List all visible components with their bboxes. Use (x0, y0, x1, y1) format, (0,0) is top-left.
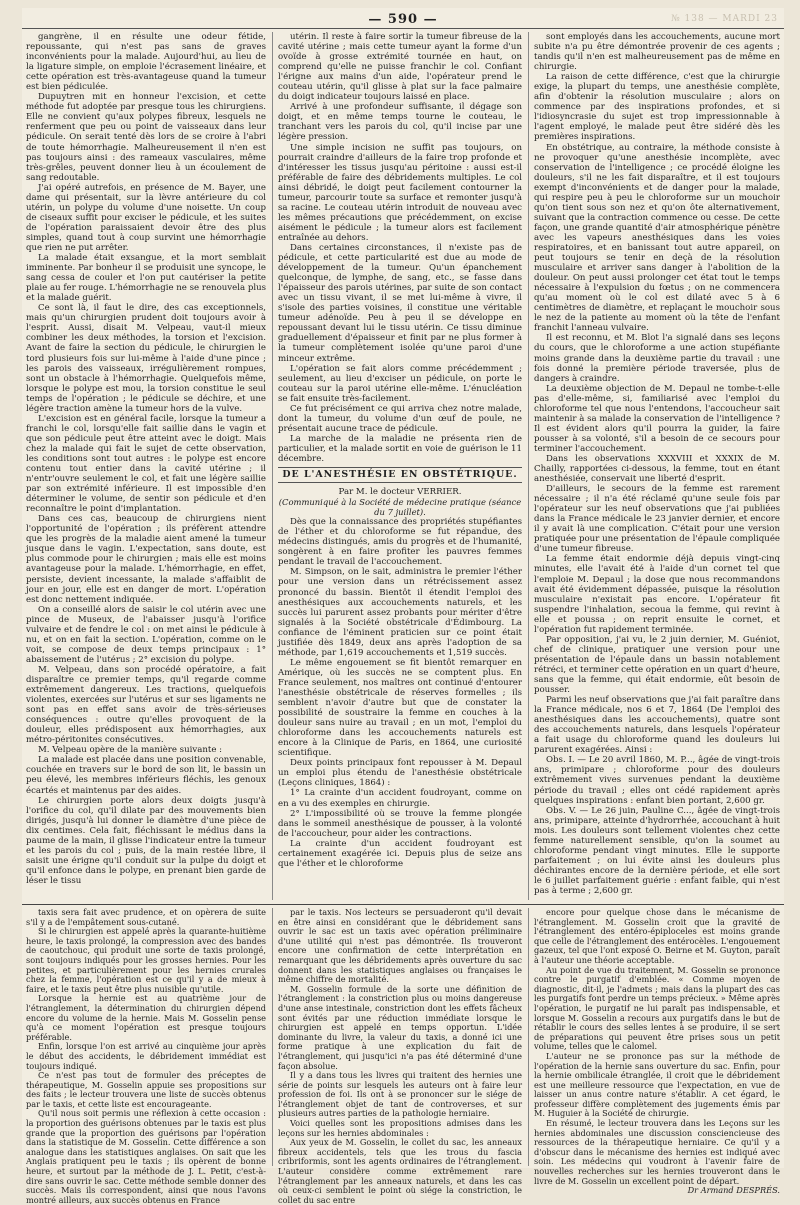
paragraph: M. Velpeau opère de la manière suivante : (38, 745, 223, 756)
paragraph: gangrène, il en résulte une odeur fétide, repoussante, qui n'est pas sans de graves inconvénients pour la malade. Aujourd'hui, au lieu de la ligature simple, on emploie l'écrasement linéaire, et cette opération est très-avantageuse quand la tumeur est bien pédiculée. (26, 32, 266, 93)
paragraph: Dans ces cas, beaucoup de chirurgiens nient l'opportunité de l'opération ; ils préfèrent attendre que les progrès de la maladie aient amené la tumeur jusque dans le vagin. L'expectation, sans doute, est plus commode pour le chirurgien ; mais elle est moins avantageuse pour la malade. L'hémorrhagie, en effet, persiste, devient incessante, la malade s'affaiblit de jour en jour, elle est en danger de mort. L'opération est donc nettement indiquée. (26, 514, 266, 605)
paragraph: Dans les observations XXXVIII et XXXIX de M. Chailly, rapportées ci-dessous, la femme, tout en étant anesthésiée, conservait une liberté d'esprit. (534, 453, 780, 485)
paragraph: M. Velpeau, dans son procédé opératoire, a fait disparaître ce premier temps, qu'il regarde comme extrêmement dangereux. Les tractions, quelquefois violentes, exercées sur l'utérus et sur ses ligaments ne sont pas en effet sans avoir de très-sérieuses conséquences : outre qu'elles provoquent de la douleur, elles prédisposent aux hémorrhagies, aux métro-péritonites consécutives. (26, 664, 266, 746)
paragraph: par le taxis. Nos lecteurs se persuaderont qu'il devait en être ainsi en considérant que le débridement sans ouvrir le sac est un taxis avec opération préliminaire d'une utilité qui n'est pas démontrée. Ils trouveront encore une confirmation de cette interprétation en remarquant que les débridements après ouverture du sac donnent dans les statistiques anglaises ou françaises le même chiffre de mortalité. (278, 907, 522, 985)
paragraph: D'ailleurs, le secours de la femme est rarement nécessaire ; il n'a été réclamé qu'une seule fois par l'opérateur sur les neuf observations que j'ai publiées dans la France médicale le 23 janvier dernier, et encore il y avait là une complication. C'était pour une version pratiquée pour une présentation de l'épaule compliquée d'une tumeur fibreuse. (534, 484, 780, 555)
paragraph: Ce n'est pas tout de formuler des préceptes de thérapeutique, M. Gosselin appuie ses propositions sur des faits ; le lecteur trouvera une liste de succès obtenus par le taxis, et cette liste est encourageante. (26, 1070, 266, 1109)
paragraph: Voici quelles sont les propositions admises dans les leçons sur les hernies abdominales : (278, 1118, 522, 1138)
column-divider (272, 908, 273, 1166)
paragraph: La raison de cette différence, c'est que la chirurgie exige, la plupart du temps, une anesthésie complète, afin d'obtenir la résolution musculaire ; alors on commence par des inspirations profondes, et si l'idiosyncrasie du sujet est trop impressionnable à l'agent employé, le malade peut être sidéré dès les premières inspirations. (534, 72, 780, 143)
paragraph: Deux points principaux font repousser à M. Depaul un emploi plus étendu de l'anesthésie obstétricale (Leçons cliniques, 1864) : (278, 758, 522, 789)
review-column-1 (26, 907, 266, 1205)
paragraph: La deuxième objection de M. Depaul ne tombe-t-elle pas d'elle-même, si, familiarisé avec l'emploi du chloroforme tel que nous l'entendons, l'accoucheur sait maintenir à sa malade la conservation de l'intelligence ? Il est évident alors qu'il pourra la guider, la faire pousser à sa volonté, s'il a besoin de ce secours pour terminer l'accouchement. (534, 383, 781, 454)
paragraph: En résumé, le lecteur trouvera dans les Leçons sur les hernies abdominales une discussion consciencieuse des ressources de la thérapeutique herniaire. Ce qu'il y a d'obscur dans le mécanisme des hernies est indiqué avec soin. Les médecins qui voudront à l'avenir faire de nouvelles recherches sur les hernies trouveront dans le livre de M. Gosselin un excellent point de départ. (534, 1118, 780, 1186)
column-3 (534, 32, 780, 900)
paragraph: Une simple incision ne suffit pas toujours, on pourrait craindre d'ailleurs de la faire trop profonde et d'intéresser les tissus jusqu'au péritoine : aussi est-il préférable de faire des débridements multiples. Le col ainsi débridé, le doigt peut facilement contourner la tumeur, parcourir toute sa surface et remonter jusqu'à sa racine. Le couteau utérin introduit de nouveau avec les mêmes précautions que précédemment, on excise aisément le pédicule ; la tumeur alors est facilement entraînée au dehors. (278, 142, 522, 243)
paragraph: Aux yeux de M. Gosselin, le collet du sac, les anneaux fibreux accidentels, tels que les trous du fascia cribriformis, sont les agents ordinaires de l'étranglement. L'auteur considère comme extrêmement rare l'étranglement par les anneaux naturels, et dans les cas où ceux-ci semblent le point où siége la constriction, le collet du sac entre (278, 1137, 522, 1205)
paragraph: M. Gosselin formule de la sorte une définition de l'étranglement : la constriction plus ou moins dangereuse d'une anse intestinale, constriction dont les effets fâcheux sont évités par une réduction immédiate lorsque le chirurgien est appelé en temps opportun. L'idée dominante du livre, la valeur du taxis, a donné ici une forme pratique à une explication du fait de l'étranglement, qui jusqu'ici n'a pas été déterminé d'une façon absolue. (278, 983, 522, 1071)
paragraph: encore pour quelque chose dans le mécanisme de l'étranglement. M. Gosselin croit que la gravité de l'étranglement des entéro-épiploceles est moins grande que celle de l'étranglement des entérocèles. L'engouement gazeux, tel que l'ont exposé O. Beirne et M. Guyton, paraît à l'auteur une théorie acceptable. (534, 907, 780, 965)
paragraph: Si le chirurgien est appelé après la quarante-huitième heure, le taxis prolongé, la compression avec des bandes de caoutchouc, qui produit une sorte de taxis prolongé, sont toujours indiqués pour les grosses hernies. Pour les petites, et particulièrement pour les hernies crurales chez la femme, l'opération est ce qu'il y a de mieux à faire, et le taxis peut être plus nuisible qu'utile. (26, 926, 266, 994)
paragraph: En obstétrique, au contraire, la méthode consiste à ne provoquer qu'une anesthésie incomplète, avec conservation de l'intelligence ; ce procédé éloigne les douleurs, s'il ne les fait disparaître, et il est toujours exempt d'inconvénients et de danger pour la malade, qui respire peu à peu le chloroforme sur un mouchoir qu'on tient sous son nez et qu'on ôte alternativement, suivant que la contraction commence ou cesse. De cette façon, une grande quantité d'air atmosphérique pénètre avec les vapeurs anesthésiques dans les voies respiratoires, et en banissant tout autre appareil, on peut toujours se tenir en deçà de la résolution musculaire et arriver sans danger à l'abolition de la douleur. On peut aussi prolonger cet état tout le temps nécessaire à l'expulsion du fœtus ; on ne commencera qu'au moment où le col est dilaté avec 5 à 6 centimètres de diamètre, et replaçant le mouchoir sous le nez de la patiente au moment où la tête de l'enfant franchit l'anneau vulvaire. (534, 142, 780, 334)
author-signature: Dr Armand DESPRÉS. (687, 1185, 780, 1196)
paragraph: Lorsque la hernie est au quatrième jour de l'étranglement, la détermination du chirurgien dépend encore du volume de la hernie. Mais M. Gosselin pense qu'à ce moment l'opération est presque toujours préférable. (26, 993, 266, 1042)
column-divider (528, 908, 529, 1166)
paragraph: utérin. Il reste à faire sortir la tumeur fibreuse de la cavité utérine ; mais cette tumeur ayant la forme d'un ovoïde à grosse extrémité tournée en haut, on comprend qu'elle ne puisse franchir le col. Confiant l'érigne aux mains d'un aide, l'opérateur prend le couteau utérin, qu'il glisse à plat sur la face palmaire du doigt indicateur toujours laissé en place. (278, 32, 522, 103)
paragraph: La femme était endormie déjà depuis vingt-cinq minutes, elle l'avait été à l'aide d'un cornet tel que l'emploie M. Depaul ; la dose que nous recommandons avait été évidemment dépassée, puisque la résolution musculaire n'existait pas encore. L'opérateur fit suspendre l'inhalation, secoua la femme, qui revint à elle et poussa ; on reprit ensuite le cornet, et l'opération fut rapidement terminée. (534, 554, 780, 635)
paragraph: Arrivé à une profondeur suffisante, il dégage son doigt, et en même temps tourne le couteau, le tranchant vers les parois du col, qu'il incise par une légère pression. (278, 102, 522, 143)
paragraph: Au point de vue du traitement, M. Gosselin se prononce contre le purgatif d'emblée. « Comme moyen de diagnostic, dit-il, je l'admets ; mais dans la plupart des cas les purgatifs font perdre un temps précieux. » Même après l'opération, le purgatif ne lui paraît pas indispensable, et lorsque M. Gosselin a recours aux purgatifs dans le but de rétablir le cours des selles lentes à se produire, il se sert de préparations qui peuvent être prises sous un petit volume, telles que le calomel. (534, 964, 780, 1052)
paragraph: 2° L'impossibilité où se trouve la femme plongée dans le sommeil anesthésique de pousser, à la volonté de l'accoucheur, pour aider les contractions. (278, 808, 522, 839)
column-2 (278, 32, 522, 900)
column-1 (26, 32, 266, 900)
paragraph: L'excision est en général facile, lorsque la tumeur a franchi le col, lorsqu'elle fait saillie dans le vagin et que son pédicule peut être atteint avec le doigt. Mais chez la malade qui fait le sujet de cette observation, les conditions sont tout autres : le polype est encore contenu tout entier dans la cavité utérine ; il n'entr'ouvre seulement le col, et fait une légère saillie par son extrémité inférieure. Il est impossible d'en déterminer le volume, de sentir son pédicule et d'en reconnaître le point d'implantation. (26, 413, 266, 515)
paragraph: La crainte d'un accident foudroyant est certainement exagérée ici. Depuis plus de seize ans que l'éther et le chloroforme (278, 838, 522, 869)
paragraph: La marche de la maladie ne présenta rien de particulier, et la malade sortit en voie de guérison le 11 décembre. (278, 433, 522, 464)
bleed-through-header: № 138 — MARDI 23 (671, 14, 778, 24)
paragraph: Le même engouement se fit bientôt remarquer en Amérique, où les succès ne se comptent plus. En France seulement, nos maîtres ont continué d'entourer l'anesthésie obstétricale de réserves formelles ; ils semblent n'avoir d'autre but que de constater la possibilité de soustraire la femme en couches à la douleur sans nuire au travail ; en un mot, l'emploi du chloroforme dans les accouchements naturels est encore à la Clinique de Paris, en 1864, une curiosité scientifique. (278, 657, 522, 759)
paragraph: L'opération se fait alors comme précédemment ; seulement, au lieu d'exciser un pédicule, on porte le couteau sur la paroi utérine elle-même. L'énucléation se fait ensuite très-facilement. (278, 363, 522, 404)
paragraph: La malade était exsangue, et la mort semblait imminente. Par bonheur il se produisit une syncope, le sang cessa de couler et l'on put cautériser la petite plaie au fer rouge. L'hémorrhagie ne se renouvela plus et la malade guérit. (26, 253, 267, 304)
paragraph: Qu'il nous soit permis une réflexion à cette occasion : la proportion des guérisons obtenues par le taxis est plus grande que la proportion des guérisons par l'opération dans la statistique de M. Gosselin. Cette différence a son analogue dans les statistiques anglaises. On sait que les Anglais pratiquent peu le taxis ; ils opèrent de bonne heure, et surtout par la méthode de J. L. Petit, c'est-à-dire sans ouvrir le sac. Cette méthode semble donner des succès. Mais ils correspondent, ainsi que nous l'avons montré ailleurs, aux succès obtenus en France (26, 1108, 266, 1205)
paragraph: On a conseillé alors de saisir le col utérin avec une pince de Museux, de l'abaisser jusqu'à l'orifice vulvaire et de fendre le col : on met ainsi le pédicule à nu, et on en fait la section. L'opération, comme on le voit, se compose de deux temps principaux : 1° abaissement de l'utérus ; 2° excision du polype. (26, 604, 266, 665)
column-divider (528, 32, 529, 900)
observation-1: Obs. I. — Le 20 avril 1860, M. P..., âgée de vingt-trois ans, primipare ; chloroforme pour des douleurs extrêmement vives survenues pendant la deuxième période du travail ; elles ont cédé rapidement après quelques inspirations : enfant bien portant, 2,600 gr. (534, 755, 780, 806)
paragraph: Dans certaines circonstances, il n'existe pas de pédicule, et cette particularité est due au mode de développement de la tumeur. Qu'un épanchement quelconque, de lymphe, de sang, etc., se fasse dans l'épaisseur des parois utérines, par suite de son contact avec un tissu vivant, il se met lui-même à vivre, il s'isole des parties voisines, il constitue une véritable tumeur adénoïde. Peu à peu il se développe en repoussant devant lui le tissu utérin. Ce tissu diminue graduellement d'épaisseur et finit par ne plus former à la tumeur complètement isolée qu'une paroi d'une minceur extrême. (278, 242, 522, 364)
newspaper-page (22, 8, 784, 1205)
page-number: — 590 — (368, 12, 438, 27)
paragraph: J'ai opéré autrefois, en présence de M. Bayer, une dame qui présentait, sur la lèvre antérieure du col utérin, un polype du volume d'une noisette. Un coup de ciseaux suffit pour exciser le pédicule, et les suites de l'opération paraissaient devoir être des plus simples, quand tout à coup survint une hémorrhagie que rien ne put arrêter. (26, 182, 266, 253)
review-column-2 (278, 907, 522, 1205)
paragraph: L'auteur ne se prononce pas sur la méthode de l'opération de la hernie sans ouverture du sac. Enfin, pour la hernie ombilicale étranglée, il croit que le débridement est une meilleure ressource que l'expectation, en vue de laisser un anus contre nature s'établir. A cet égard, le professeur diffère complètement des jugements émis par M. Huguier à la Société de chirurgie. (534, 1050, 780, 1119)
paragraph: Par opposition, j'ai vu, le 2 juin dernier, M. Guéniot, chef de clinique, pratiquer une version pour une présentation de l'épaule dans un bassin notablement rétréci, et terminer cette opération en un quart d'heure, sans que la femme, qui était endormie, eût besoin de pousser. (534, 634, 780, 696)
paragraph: Il y a dans tous les livres qui traitent des hernies une série de points sur lesquels les auteurs ont à faire leur profession de foi. Ils ont à se prononcer sur le siége de l'étranglement objet de tant de controverses, et sur plusieurs autres parties de la pathologie herniaire. (278, 1070, 522, 1119)
header-rule (22, 28, 784, 29)
article-author: Par M. le docteur VERRIER. (338, 487, 462, 498)
observation-5: Obs. V. — Le 26 juin, Pauline C..., âgée de vingt-trois ans, primipare, atteinte d'hydrorrhée, accouchant à huit mois. Les douleurs sont tellement violentes chez cette femme naturellement sensible, qu'on la soumet au chloroforme pendant vingt minutes. Elle le supporte parfaitement ; on lui évite ainsi les douleurs plus déchirantes encore de la dernière période, et elle sort le 6 juillet parfaitement guérie : enfant faible, qui n'est pas à terme ; 2,600 gr. (534, 805, 780, 896)
article-title: DE L'ANESTHÉSIE EN OBSTÉTRIQUE. (278, 467, 522, 483)
article-note: (Communiqué à la Société de médecine pratique (séance du 7 juillet). (278, 497, 522, 518)
paragraph: Il est reconnu, et M. Blot l'a signalé dans ses leçons du cours, que le chloroforme a une action stupéfiante moins grande dans la deuxième partie du travail : une fois donné la première période traversée, plus de dangers à craindre. (534, 333, 780, 384)
paragraph: Dès que la connaissance des propriétés stupéfiantes de l'éther et du chloroforme se fut répandue, des médecins distingués, amis du progrès et de l'humanité, songèrent à en faire profiter les pauvres femmes pendant le travail de l'accouchement. (278, 517, 522, 568)
paragraph: La malade est placée dans une position convenable, couchée en travers sur le bord de son lit, le bassin un peu élevé, les membres inférieurs fléchis, les genoux écartés et maintenus par des aides. (26, 755, 266, 796)
section-rule (22, 904, 784, 905)
paragraph: Le chirurgien porte alors deux doigts jusqu'à l'orifice du col, qu'il dilate par des mouvements bien dirigés, jusqu'à lui donner le diamètre d'une pièce de dix centimes. Cela fait, fléchissant le médius dans la paume de la main, il glisse l'indicateur entre la tumeur et les parois du col ; puis, de la main restée libre, il saisit une érigne qu'il conduit sur la pulpe du doigt et qu'il enfonce dans le polype, en prenant bien garde de léser le tissu (26, 795, 266, 886)
column-divider (272, 32, 273, 900)
paragraph: sont employés dans les accouchements, aucune mort subite n'a pu être démontrée provenir de ces agents ; tandis qu'il n'en est malheureusement pas de même en chirurgie. (534, 32, 780, 73)
paragraph: Parmi les neuf observations que j'ai fait paraître dans la France médicale, nos 6 et 7, 1864 (De l'emploi des anesthésiques dans les accouchements), quatre sont des accouchements naturels, dans lesquels l'opérateur a fait usage du chloroforme quand les douleurs lui parurent exagérées. Ainsi : (534, 695, 780, 756)
paragraph: taxis sera fait avec prudence, et on opèrera de suite s'il y a de l'empâtement sous-cutané. (26, 907, 266, 927)
paragraph: M. Simpson, on le sait, administra le premier l'éther pour une version dans un rétrécissement assez prononcé du bassin. Bientôt il étendit l'emploi des anesthésiques aux accouchements naturels, et les succès lui parurent assez probants pour mériter d'être signalés à la Société obstétricale d'Édimbourg. La confiance de l'éminent praticien sur ce point était justifiée dès 1849, deux ans après l'adoption de sa méthode, par 1,619 accouchements et 1,519 succès. (278, 567, 522, 658)
paragraph: Ce fut précisément ce qui arriva chez notre malade, dont la tumeur, du volume d'un œuf de poule, ne présentait aucune trace de pédicule. (278, 403, 522, 434)
paragraph: 1° La crainte d'un accident foudroyant, comme on en a vu des exemples en chirurgie. (278, 788, 522, 809)
page-header (22, 12, 784, 28)
paragraph: Enfin, lorsque l'on est arrivé au cinquième jour après le début des accidents, le débridement immédiat est toujours indiqué. (26, 1041, 266, 1071)
paragraph: Dupuytren mit en honneur l'excision, et cette méthode fut adoptée par presque tous les chirurgiens. Elle ne convient qu'aux polypes fibreux, lesquels ne renferment que peu ou point de vaisseaux dans leur pédicule. On serait tenté dès lors de se croire à l'abri de toute hémorrhagie. Malheureusement il n'en est pas toujours ainsi : des rameaux vasculaires, même très-grêles, peuvent donner lieu à un écoulement de sang redoutable. (26, 92, 266, 183)
review-column-3 (534, 907, 780, 1196)
paragraph: Ce sont là, il faut le dire, des cas exceptionnels, mais qu'un chirurgien prudent doit toujours avoir à l'esprit. Aussi, disait M. Velpeau, vaut-il mieux combiner les deux méthodes, la torsion et l'excision. Avant de faire la section du pédicule, le chirurgien le tord plusieurs fois sur lui-même à l'aide d'une pince ; les parois des vaisseaux, irrégulièrement rompues, sont un obstacle à l'hémorrhagie. Quelquefois même, lorsque le polype est mou, la torsion constitue le seul temps de l'opération ; le pédicule se déchire, et une légère traction amène la tumeur hors de la vulve. (26, 303, 266, 414)
